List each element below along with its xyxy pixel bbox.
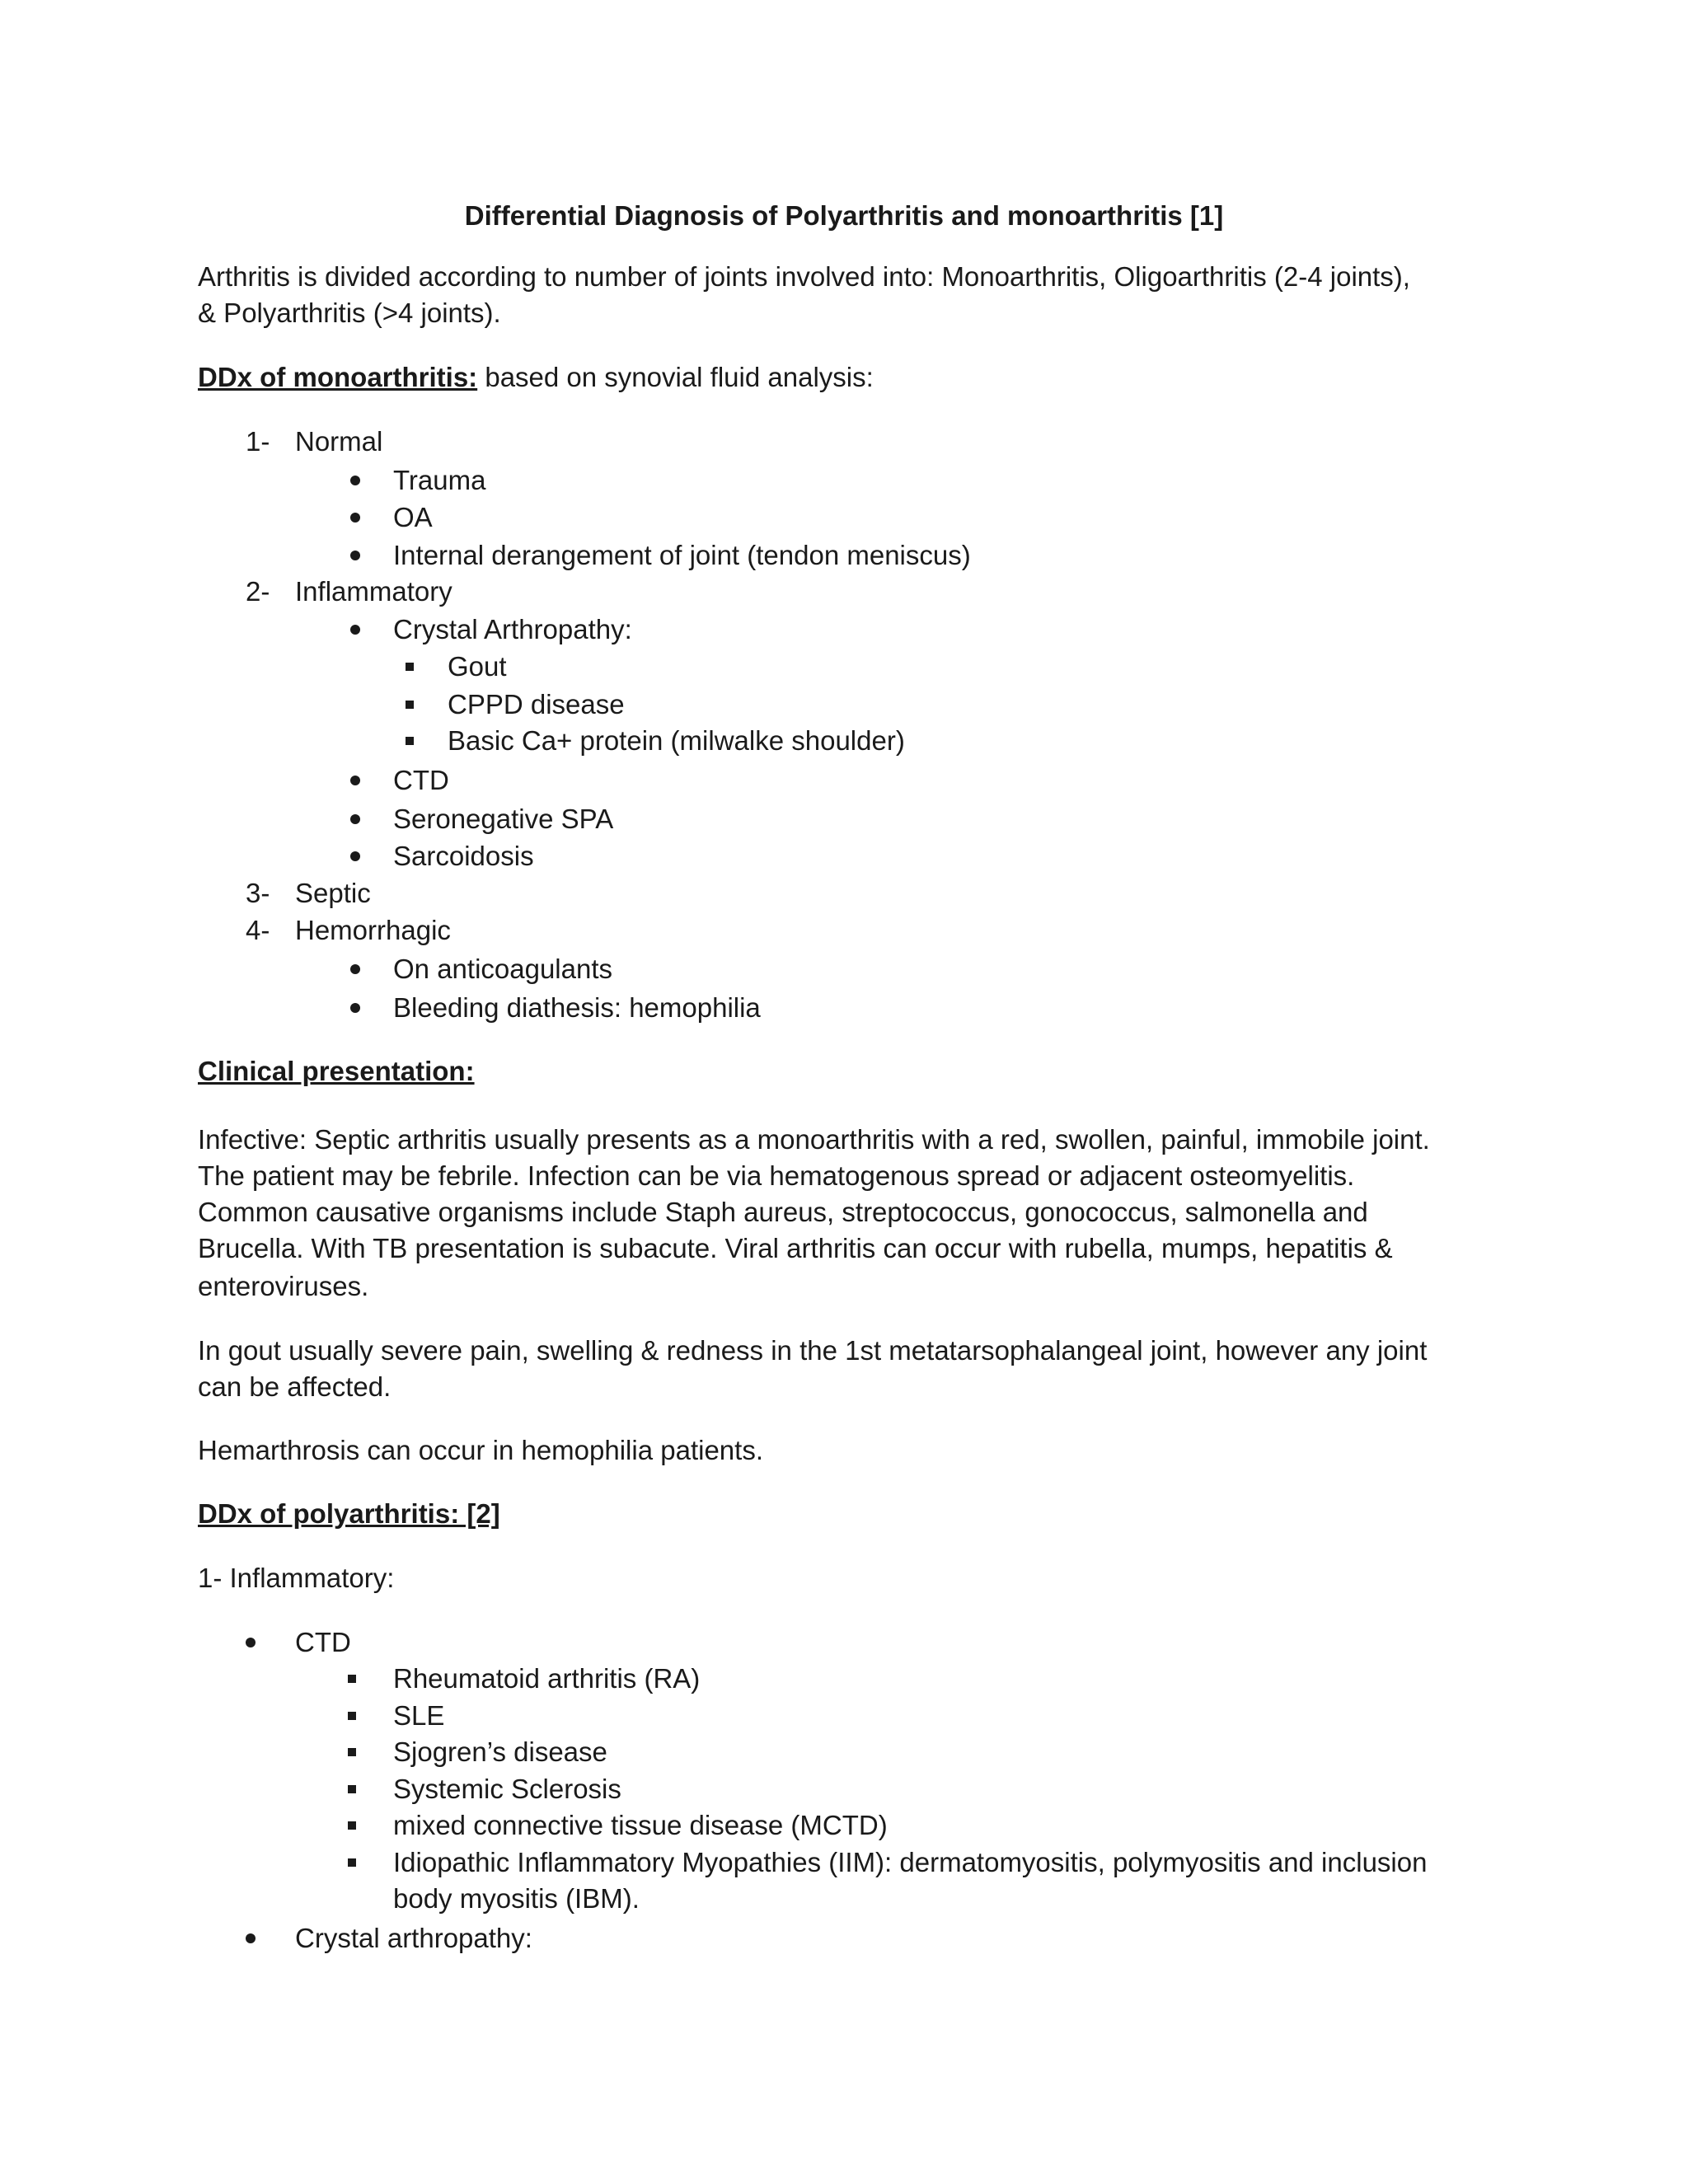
- list-number: 2-: [246, 576, 270, 607]
- sub-item-oa: OA: [393, 502, 433, 532]
- infective-line-2: The patient may be febrile. Infection can be via hematogenous spread or adjacent osteomyelitis.: [198, 1160, 1355, 1191]
- list-item-normal: Normal: [295, 426, 383, 457]
- ctd-item-mctd: mixed connective tissue disease (MCTD): [393, 1810, 888, 1840]
- square-bullet-icon: [406, 737, 414, 745]
- mono-heading-line: [198, 359, 874, 396]
- square-bullet-icon: [348, 1821, 356, 1830]
- bullet-icon: [350, 851, 360, 861]
- infective-line-4: Brucella. With TB presentation is subacute. Viral arthritis can occur with rubella, mumps, hepatitis &: [198, 1233, 1393, 1263]
- square-bullet-icon: [406, 701, 414, 709]
- sub-item-bleeding-diathesis: Bleeding diathesis: hemophilia: [393, 992, 761, 1023]
- bullet-icon: [246, 1933, 256, 1943]
- bullet-icon: [350, 551, 360, 560]
- sub-item-trauma: Trauma: [393, 465, 486, 495]
- gout-line-1: In gout usually severe pain, swelling & redness in the 1st metatarsophalangeal joint, however any joint: [198, 1335, 1428, 1366]
- poly-item-ctd: CTD: [295, 1627, 351, 1657]
- infective-line-5: enteroviruses.: [198, 1271, 369, 1301]
- ctd-item-iim: Idiopathic Inflammatory Myopathies (IIM): dermatomyositis, polymyositis and inclusion: [393, 1847, 1428, 1877]
- gout-line-2: can be affected.: [198, 1371, 392, 1402]
- hemarthrosis-line: Hemarthrosis can occur in hemophilia patients.: [198, 1435, 763, 1465]
- document-title: Differential Diagnosis of Polyarthritis and monoarthritis [1]: [464, 200, 1224, 231]
- sub-item-anticoagulants: On anticoagulants: [393, 954, 613, 984]
- bullet-icon: [350, 625, 360, 635]
- crystal-item-basic-ca: Basic Ca+ protein (milwalke shoulder): [448, 725, 905, 756]
- list-number: 4-: [246, 915, 270, 945]
- bullet-icon: [350, 513, 360, 523]
- mono-heading-rest: based on synovial fluid analysis:: [477, 362, 874, 392]
- ctd-item-ra: Rheumatoid arthritis (RA): [393, 1663, 701, 1694]
- intro-line-1: Arthritis is divided according to number of joints involved into: Monoarthritis, Oligoarthritis (2-4 joints),: [198, 261, 1410, 292]
- square-bullet-icon: [348, 1858, 356, 1867]
- sub-item-ctd: CTD: [393, 765, 449, 795]
- sub-item-crystal-arthropathy: Crystal Arthropathy:: [393, 614, 632, 644]
- intro-line-2: & Polyarthritis (>4 joints).: [198, 298, 501, 328]
- square-bullet-icon: [348, 1785, 356, 1793]
- list-number: 3-: [246, 878, 270, 908]
- list-item-hemorrhagic: Hemorrhagic: [295, 915, 451, 945]
- square-bullet-icon: [348, 1712, 356, 1720]
- bullet-icon: [246, 1638, 256, 1647]
- bullet-icon: [350, 814, 360, 824]
- bullet-icon: [350, 776, 360, 785]
- bullet-icon: [350, 476, 360, 485]
- bullet-icon: [350, 964, 360, 974]
- ctd-item-iim-continued: body myositis (IBM).: [393, 1883, 640, 1914]
- square-bullet-icon: [348, 1748, 356, 1756]
- list-number: 1-: [246, 426, 270, 457]
- square-bullet-icon: [348, 1675, 356, 1683]
- infective-line-1: Infective: Septic arthritis usually presents as a monoarthritis with a red, swollen, painful, immobile joint.: [198, 1124, 1430, 1155]
- infective-line-3: Common causative organisms include Staph aureus, streptococcus, gonococcus, salmonella and: [198, 1197, 1368, 1227]
- ctd-item-sle: SLE: [393, 1700, 445, 1731]
- poly-heading: DDx of polyarthritis: [2]: [198, 1498, 500, 1529]
- sub-item-seronegative-spa: Seronegative SPA: [393, 804, 614, 834]
- crystal-item-cppd: CPPD disease: [448, 689, 625, 719]
- clinical-heading: Clinical presentation:: [198, 1056, 475, 1086]
- ctd-item-systemic-sclerosis: Systemic Sclerosis: [393, 1774, 621, 1804]
- crystal-item-gout: Gout: [448, 651, 507, 682]
- list-item-inflammatory: Inflammatory: [295, 576, 452, 607]
- sub-item-internal-derangement: Internal derangement of joint (tendon meniscus): [393, 540, 971, 570]
- bullet-icon: [350, 1003, 360, 1013]
- mono-heading: DDx of monoarthritis:: [198, 362, 478, 392]
- list-item-septic: Septic: [295, 878, 371, 908]
- ctd-item-sjogren: Sjogren’s disease: [393, 1736, 607, 1767]
- poly-item-crystal-arthropathy: Crystal arthropathy:: [295, 1923, 532, 1953]
- square-bullet-icon: [406, 663, 414, 671]
- sub-item-sarcoidosis: Sarcoidosis: [393, 841, 534, 871]
- poly-sub-inflammatory: 1- Inflammatory:: [198, 1563, 395, 1593]
